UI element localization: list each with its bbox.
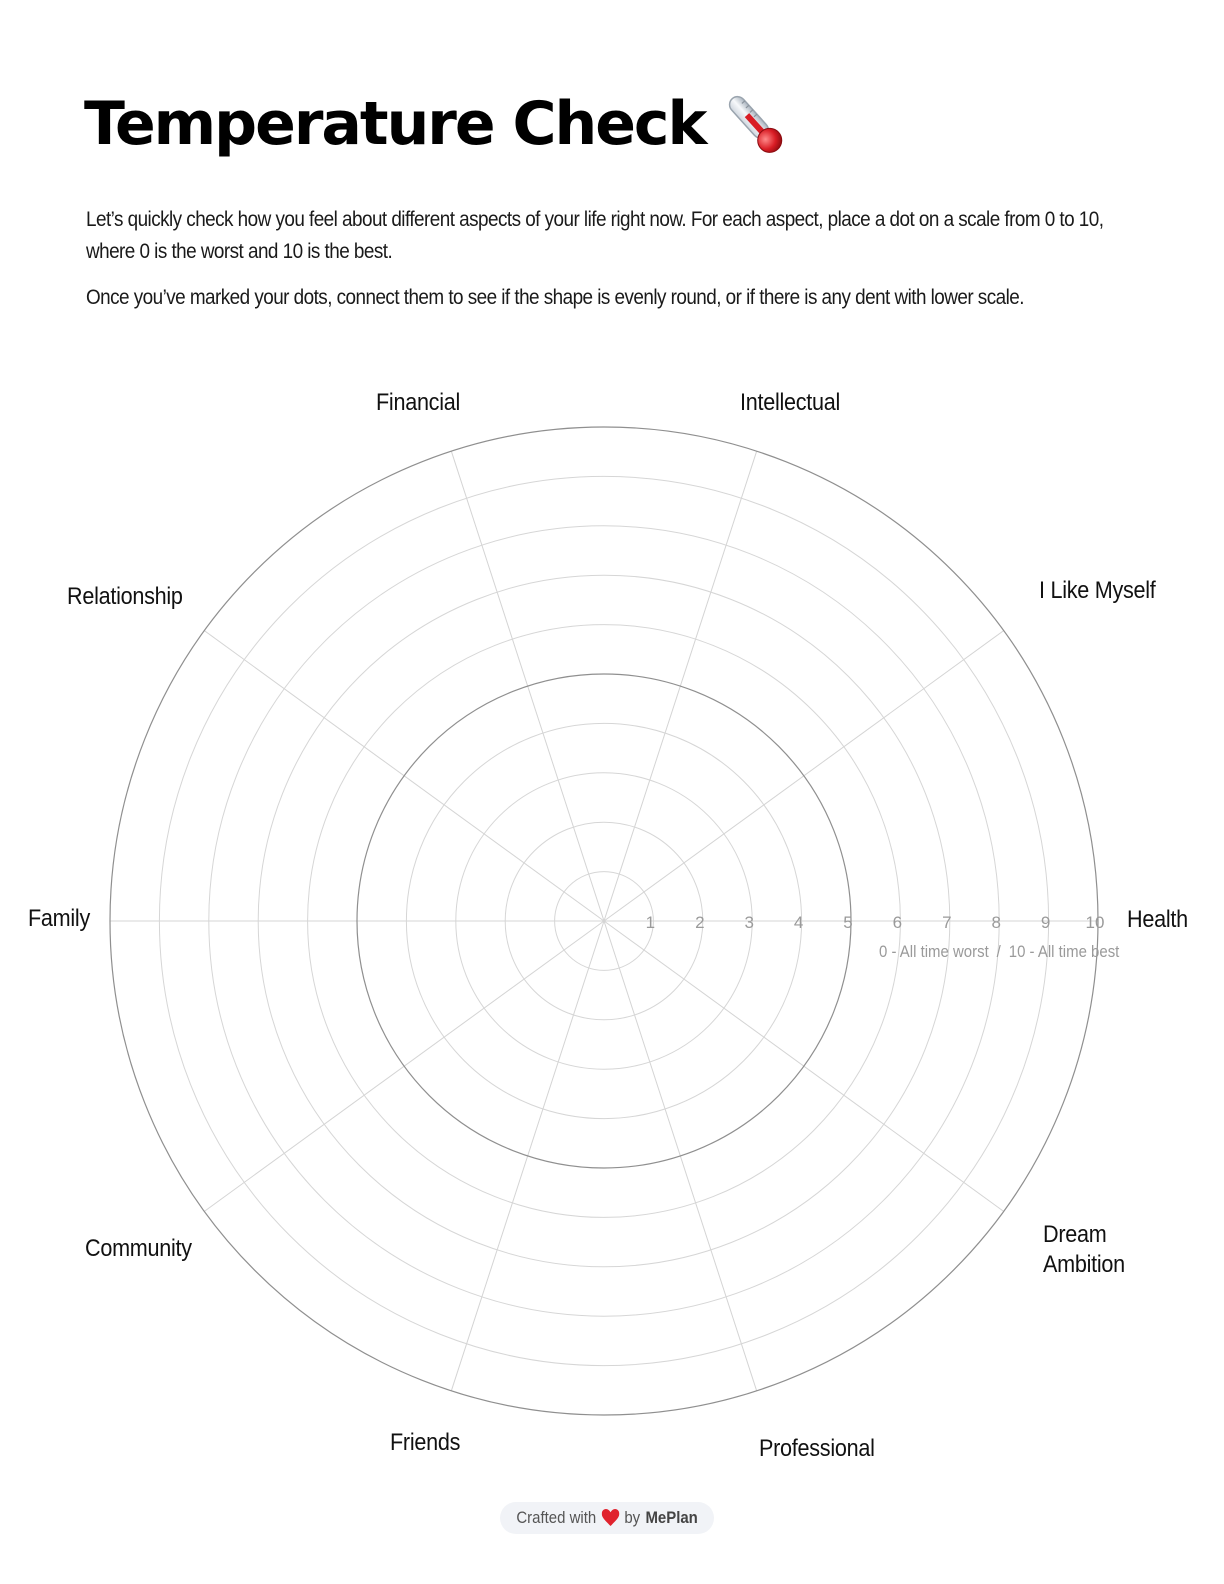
legend-worst: 0 - All time worst [879,942,989,961]
aspect-label: Friends [390,1429,461,1456]
footer-brand: MePlan [645,1508,698,1527]
footer-prefix: Crafted with [516,1508,597,1527]
aspect-label: Intellectual [740,389,841,416]
aspect-label: Community [85,1235,192,1262]
scale-tick-label: 10 [1085,913,1105,932]
footer-credit[interactable] [500,1502,714,1534]
footer-by: by [624,1508,641,1527]
legend-separator: / [996,942,1001,961]
aspect-label: I Like Myself [1039,577,1156,604]
heart-icon [601,1509,619,1527]
scale-tick-label: 8 [991,913,1001,932]
scale-tick-label: 7 [942,913,952,932]
intro-paragraph: Once you’ve marked your dots, connect them to see if the shape is evenly round, or if there is any dent with lower scale. [86,286,1024,309]
scale-tick-label: 3 [744,913,754,932]
aspect-label: Dream Ambition [1043,1221,1125,1278]
scale-tick-label: 6 [892,913,903,932]
scale-tick-label: 2 [695,913,705,932]
legend-best: 10 - All time best [1008,942,1120,961]
intro-paragraph: Let’s quickly check how you feel about different aspects of your life right now. For each aspect, place a dot on a scale from 0 to 10, where 0 is the worst and 10 is the best. [86,208,1104,263]
scale-tick-label: 5 [843,913,853,932]
aspect-label: Financial [376,389,461,416]
scale-tick-label: 9 [1040,913,1051,932]
aspect-label: Relationship [67,583,183,610]
page-title-text: Temperature Check [84,89,706,159]
aspect-label: Professional [759,1435,875,1462]
aspect-label: Family [28,905,90,932]
scale-tick-label: 1 [645,913,656,932]
scale-tick-label: 4 [793,913,804,932]
aspect-label: Health [1127,906,1188,933]
scale-legend [879,942,1119,962]
